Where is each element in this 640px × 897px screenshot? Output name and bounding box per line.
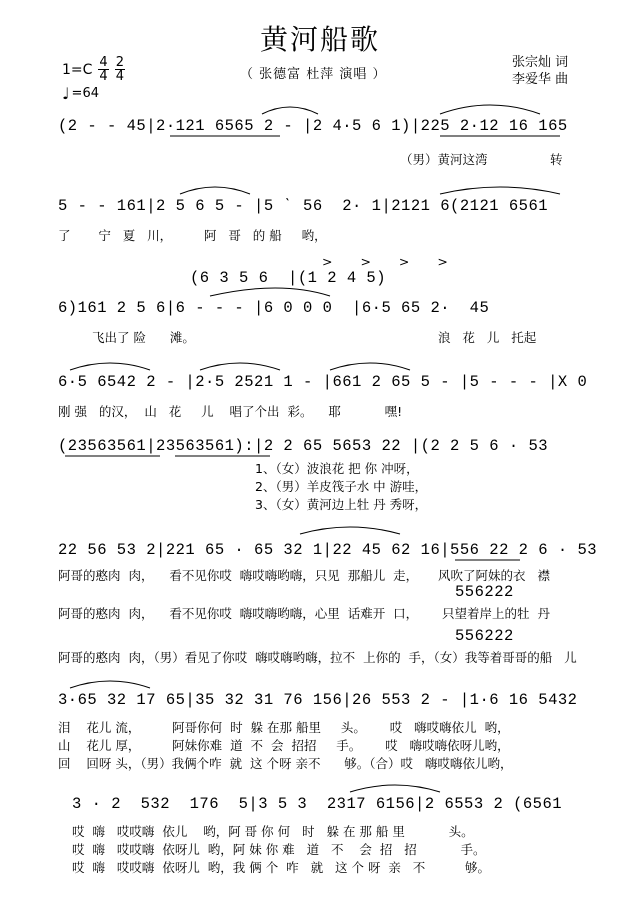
- author-credits: [512, 54, 568, 88]
- key-and-meter: [62, 56, 125, 83]
- score-line-6-sub2: 556222: [455, 627, 514, 645]
- slur-arc: [330, 363, 410, 370]
- lyric-line-3a: 飞出了 险 滩。: [92, 330, 195, 345]
- verse-labels: [255, 460, 427, 514]
- accent-marks: > > > >: [322, 254, 460, 269]
- key-signature: 1=C: [62, 61, 93, 78]
- slur-arc: [440, 187, 560, 194]
- tempo-value: =64: [71, 86, 99, 101]
- slur-arc: [200, 363, 280, 370]
- lyric-line-6a: 阿哥的憨肉 肉， 看不见你哎 嗨哎嗨哟嗨，只见 那船儿 走， 风吹了阿妹的衣 襟: [58, 568, 550, 583]
- quarter-note-icon: ♩: [62, 83, 70, 103]
- lyric-line-8c: 哎 嗨 哎哎嗨 依呀儿 哟，我 俩 个 咋 就 这 个 呀 亲 不 够。: [72, 860, 491, 875]
- score-line-7: 3·65 32 17 65|35 32 31 76 156|26 553 2 - |1·6 16 5432: [58, 691, 578, 709]
- slur-arc: [262, 107, 318, 114]
- score-line-6: 22 56 53 2|221 65 · 65 32 1|22 45 62 16|556 22 2 6 · 53: [58, 541, 598, 559]
- time-signature-2-4: 2 4: [115, 55, 124, 84]
- slur-arc: [210, 288, 330, 296]
- slur-arc: [300, 527, 400, 534]
- lyricist-credit: 张宗灿 词: [512, 55, 569, 70]
- score-line-3-upper: (6 3 5 6 |(1 2 4 5): [190, 269, 387, 287]
- score-line-4: 6·5 6542 2 - |2·5 2521 1 - |661 2 65 5 - |5 - - - |X 0: [58, 373, 588, 391]
- lyric-line-8b: 哎 嗨 哎哎嗨 依呀儿 哟，阿 妹 你 难 道 不 会 招 招 手。: [72, 842, 486, 857]
- slur-arc: [440, 105, 540, 114]
- lyric-line-6c: 阿哥的憨肉 肉，（男）看见了你哎 嗨哎嗨哟嗨，拉不 上你的 手，（女）我等着哥哥的船 儿: [58, 650, 577, 665]
- score-line-2: 5 - - 161|2 5 6 5 - |5 ˋ 56 2· 1|2121 6(2121 6561: [58, 197, 549, 215]
- lyric-line-1a: （男）黄河这湾: [400, 152, 488, 167]
- verse-3-label: 3、（女）黄河边上牡 丹 秀呀，: [255, 497, 428, 512]
- lyric-line-2: 了 宁 夏 川， 阿 哥 的 船 哟，: [58, 228, 327, 243]
- lyric-line-1b: 转: [550, 152, 563, 167]
- lyric-line-7c: 回 回呀 头，（男）我俩个咋 就 这 个呀 亲不 够。（合）哎 嗨哎嗨依儿哟，: [58, 756, 513, 771]
- tempo-marking: [62, 83, 99, 103]
- verse-1-label: 1、（女）波浪花 把 你 冲呀，: [255, 461, 419, 476]
- slur-arc: [70, 363, 150, 370]
- lyric-line-7a: 泪 花儿 流， 阿哥你何 时 躲 在那 船里 头。 哎 嗨哎嗨依儿 哟，: [58, 720, 510, 735]
- score-line-5: (23563561|23563561):|2 2 65 5653 22 |(2 2 5 6 · 53: [58, 437, 549, 455]
- lyric-line-3b: 浪 花 儿 托起: [438, 330, 537, 345]
- score-line-1: (2 - - 45|2·121 6565 2 - |2 4·5 6 1)|225 2·12 16 165: [58, 117, 568, 135]
- lyric-line-4: 刚 强 的汉， 山 花 儿 唱了个出 彩。 耶 嘿!: [58, 404, 403, 419]
- lyric-line-6b: 阿哥的憨肉 肉， 看不见你哎 嗨哎嗨哟嗨，心里 话难开 口， 只望着岸上的牡 丹: [58, 606, 550, 621]
- singers-credit: （ 张德富 杜萍 演唱 ）: [240, 67, 387, 82]
- slur-arc: [70, 681, 150, 688]
- lyric-line-8a: 哎 嗨 哎哎嗨 依儿 哟，阿 哥 你 何 时 躲 在 那 船 里 头。: [72, 824, 474, 839]
- lyric-line-7b: 山 花儿 厚， 阿妹你难 道 不 会 招招 手。 哎 嗨哎嗨依呀儿哟，: [58, 738, 510, 753]
- time-signature-4-4: 4 4: [99, 55, 108, 84]
- score-line-6-sub: 556222: [455, 583, 514, 601]
- score-line-8: 3 · 2 532 176 5|3 5 3 2317 6156|2 6553 2 (6561: [72, 795, 563, 813]
- score-line-3: 6)161 2 5 6|6 - - - |6 0 0 0 |6·5 65 2· 45: [58, 299, 490, 317]
- slur-arc: [350, 785, 440, 792]
- slur-arc: [180, 187, 250, 194]
- verse-2-label: 2、（男）羊皮筏子水 中 游哇，: [255, 479, 428, 494]
- song-title: 黄河船歌: [259, 23, 380, 56]
- composer-credit: 李爱华 曲: [512, 72, 569, 87]
